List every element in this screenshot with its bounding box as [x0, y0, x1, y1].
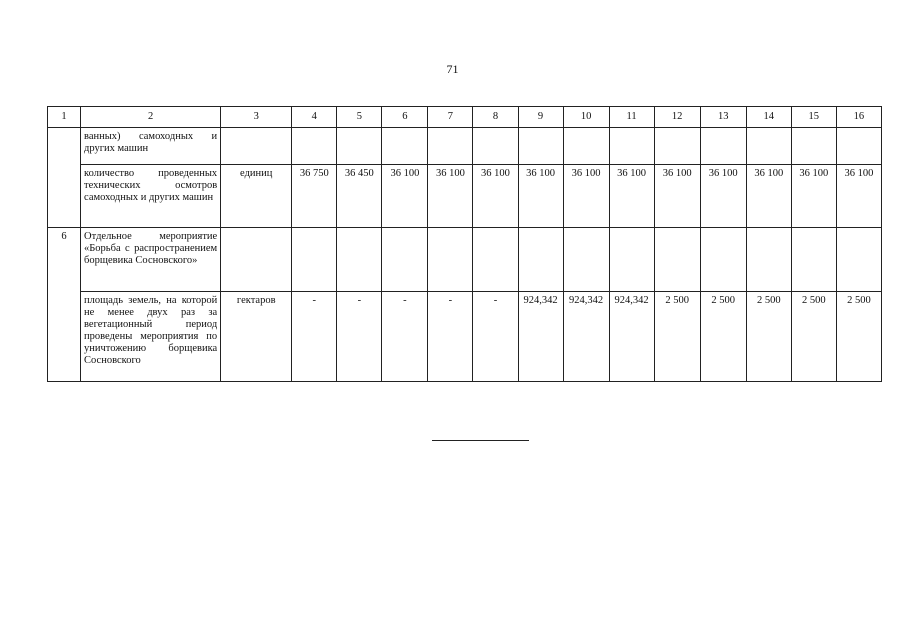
table-cell	[382, 228, 428, 292]
column-header: 11	[609, 107, 654, 128]
table-cell: 36 100	[518, 165, 563, 228]
row-description: площадь земель, на которой не менее двух раз за вегетационный период проведены мероприятия по уничтожению борщевика Сосновского	[81, 292, 221, 382]
table-cell	[700, 228, 746, 292]
column-header: 10	[563, 107, 609, 128]
table-cell: 2 500	[746, 292, 791, 382]
column-header: 6	[382, 107, 428, 128]
table-cell	[791, 128, 836, 165]
table-cell: 36 100	[473, 165, 518, 228]
table-cell	[292, 128, 337, 165]
row-description: ванных) самоходных и других машин	[81, 128, 221, 165]
table-header-row	[48, 107, 882, 128]
table-cell: 36 100	[428, 165, 473, 228]
table-cell: 36 100	[746, 165, 791, 228]
column-header: 8	[473, 107, 518, 128]
table-cell	[746, 228, 791, 292]
table-cell: 924,342	[609, 292, 654, 382]
column-header: 4	[292, 107, 337, 128]
table-cell	[337, 128, 382, 165]
table-row	[48, 128, 882, 165]
table-cell	[609, 228, 654, 292]
table-cell: 36 100	[654, 165, 700, 228]
row-unit: единиц	[221, 165, 292, 228]
table-row	[48, 228, 882, 292]
table-cell: 36 750	[292, 165, 337, 228]
table-cell	[428, 128, 473, 165]
column-header: 16	[836, 107, 881, 128]
row-index: 6	[48, 228, 81, 382]
column-header: 5	[337, 107, 382, 128]
table-cell	[292, 228, 337, 292]
column-header: 1	[48, 107, 81, 128]
row-unit	[221, 128, 292, 165]
table-cell: -	[382, 292, 428, 382]
table-cell: -	[292, 292, 337, 382]
table-cell: 36 100	[563, 165, 609, 228]
table-cell	[473, 128, 518, 165]
table-cell	[700, 128, 746, 165]
row-description: Отдельное мероприятие «Борьба с распространением борщевика Сосновского»	[81, 228, 221, 292]
table-cell: 2 500	[836, 292, 881, 382]
column-header: 14	[746, 107, 791, 128]
row-unit	[221, 228, 292, 292]
table-cell	[746, 128, 791, 165]
column-header: 2	[81, 107, 221, 128]
data-table	[47, 106, 882, 382]
table-cell	[836, 128, 881, 165]
table-cell: -	[428, 292, 473, 382]
table-cell: 924,342	[563, 292, 609, 382]
row-unit: гектаров	[221, 292, 292, 382]
table-cell	[382, 128, 428, 165]
column-header: 7	[428, 107, 473, 128]
column-header: 13	[700, 107, 746, 128]
table-cell	[654, 228, 700, 292]
table-cell: 924,342	[518, 292, 563, 382]
row-description: количество проведенных технических осмотров самоходных и других машин	[81, 165, 221, 228]
table-cell	[428, 228, 473, 292]
table-cell	[518, 228, 563, 292]
table-cell	[836, 228, 881, 292]
column-header: 3	[221, 107, 292, 128]
table-cell: 36 100	[700, 165, 746, 228]
page-number: 71	[446, 62, 459, 76]
table-cell	[563, 228, 609, 292]
table-cell	[791, 228, 836, 292]
table-cell: 36 100	[791, 165, 836, 228]
table-cell: 2 500	[700, 292, 746, 382]
table-cell	[563, 128, 609, 165]
table-cell: 2 500	[654, 292, 700, 382]
table-row	[48, 165, 882, 228]
table-cell	[337, 228, 382, 292]
end-separator-line	[432, 440, 529, 441]
table-cell: 2 500	[791, 292, 836, 382]
table-cell	[654, 128, 700, 165]
table-row	[48, 292, 882, 382]
table-cell: 36 100	[609, 165, 654, 228]
table-cell	[473, 228, 518, 292]
table-cell: 36 100	[836, 165, 881, 228]
table-cell	[518, 128, 563, 165]
table-cell: 36 450	[337, 165, 382, 228]
table-cell	[609, 128, 654, 165]
column-header: 9	[518, 107, 563, 128]
table-cell: -	[473, 292, 518, 382]
table-cell: -	[337, 292, 382, 382]
row-index	[48, 128, 81, 228]
column-header: 12	[654, 107, 700, 128]
column-header: 15	[791, 107, 836, 128]
table-cell: 36 100	[382, 165, 428, 228]
